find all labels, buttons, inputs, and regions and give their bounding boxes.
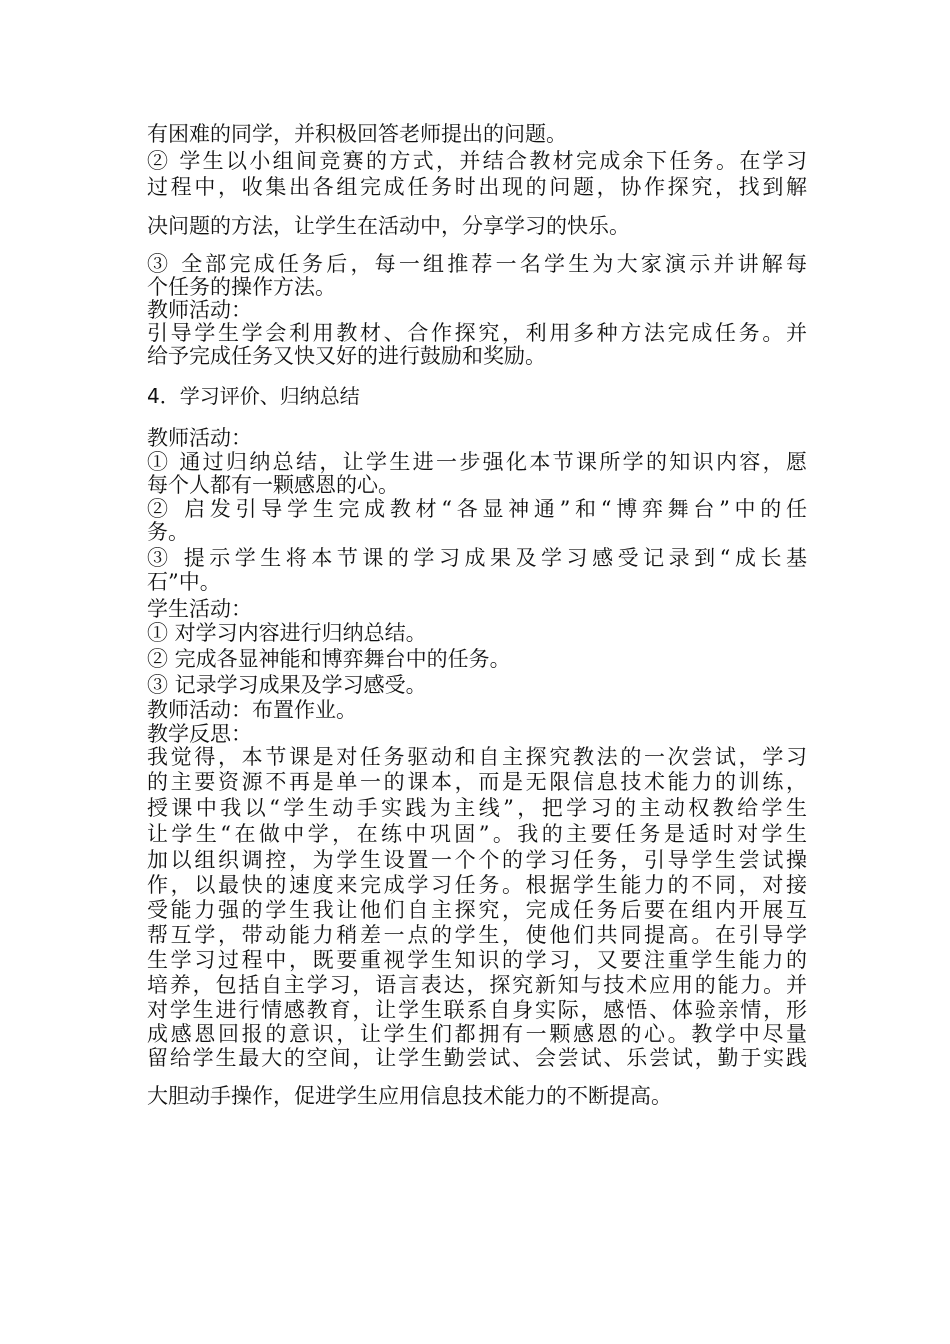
list-item: ③ 记录学习成果及学习感受。 bbox=[147, 673, 427, 697]
section-label: 学生活动： bbox=[147, 597, 252, 621]
body-text-line: 生学习过程中，既要重视学生知识的学习，又要注重学生能力的 bbox=[147, 948, 807, 972]
body-text-line: 决问题的方法，让学生在活动中，分享学习的快乐。 bbox=[147, 214, 630, 238]
body-text-line: 过程中，收集出各组完成任务时出现的问题，协作探究，找到解 bbox=[147, 175, 807, 199]
body-text-line: 的主要资源不再是单一的课本，而是无限信息技术能力的训练， bbox=[147, 770, 807, 794]
body-text-line: 有困难的同学，并积极回答老师提出的问题。 bbox=[147, 122, 567, 146]
body-text-line: 培养，包括自主学习，语言表达，探究新知与技术应用的能力。并 bbox=[147, 973, 807, 997]
body-text-line: ① 通过归纳总结，让学生进一步强化本节课所学的知识内容，愿 bbox=[147, 450, 807, 474]
body-text-line: 帮互学，带动能力稍差一点的学生，使他们共同提高。在引导学 bbox=[147, 923, 807, 947]
body-text-line: 作，以最快的速度来完成学习任务。根据学生能力的不同，对接 bbox=[147, 873, 807, 897]
section-label: 教师活动： bbox=[147, 426, 252, 450]
body-text-line: ② 学生以小组间竞赛的方式，并结合教材完成余下任务。在学习 bbox=[147, 149, 807, 173]
body-text-line: 给予完成任务又快又好的进行鼓励和奖励。 bbox=[147, 344, 546, 368]
body-text-line: 让学生“在做中学，在练中巩固”。我的主要任务是适时对学生 bbox=[147, 822, 807, 846]
body-text-line: 成感恩回报的意识，让学生们都拥有一颗感恩的心。教学中尽量 bbox=[147, 1022, 807, 1046]
list-item: ② 完成各显神能和博弈舞台中的任务。 bbox=[147, 647, 511, 671]
body-text-line: 大胆动手操作，促进学生应用信息技术能力的不断提高。 bbox=[147, 1084, 672, 1108]
body-text-line: 留给学生最大的空间，让学生勤尝试、会尝试、乐尝试，勤于实践 bbox=[147, 1046, 807, 1070]
body-text-line: 授课中我以“学生动手实践为主线”，把学习的主动权教给学生 bbox=[147, 796, 807, 820]
section-label: 教师活动： bbox=[147, 298, 252, 322]
body-text-line: 教师活动：布置作业。 bbox=[147, 698, 357, 722]
body-text-line: ③ 提示学生将本节课的学习成果及学习感受记录到“成长基 bbox=[147, 546, 807, 570]
body-text-line: 加以组织调控，为学生设置一个个的学习任务，引导学生尝试操 bbox=[147, 848, 807, 872]
section-label: 教学反思： bbox=[147, 722, 252, 746]
body-text-line: 个任务的操作方法。 bbox=[147, 275, 336, 299]
section-heading: 4．学习评价、归纳总结 bbox=[147, 384, 360, 408]
body-text-line: ③ 全部完成任务后，每一组推荐一名学生为大家演示并讲解每 bbox=[147, 252, 807, 276]
body-text-line: ② 启发引导学生完成教材“各显神通”和“博弈舞台”中的任 bbox=[147, 497, 807, 521]
body-text-line: 务。 bbox=[147, 520, 189, 544]
body-text-line: 引导学生学会利用教材、合作探究，利用多种方法完成任务。并 bbox=[147, 321, 807, 345]
body-text-line: 受能力强的学生我让他们自主探究，完成任务后要在组内开展互 bbox=[147, 898, 807, 922]
list-item: ① 对学习内容进行归纳总结。 bbox=[147, 621, 427, 645]
body-text-line: 对学生进行情感教育，让学生联系自身实际，感悟、体验亲情，形 bbox=[147, 998, 807, 1022]
body-text-line: 石”中。 bbox=[147, 570, 221, 594]
body-text-line: 每个人都有一颗感恩的心。 bbox=[147, 473, 399, 497]
body-text-line: 我觉得，本节课是对任务驱动和自主探究教法的一次尝试，学习 bbox=[147, 745, 807, 769]
